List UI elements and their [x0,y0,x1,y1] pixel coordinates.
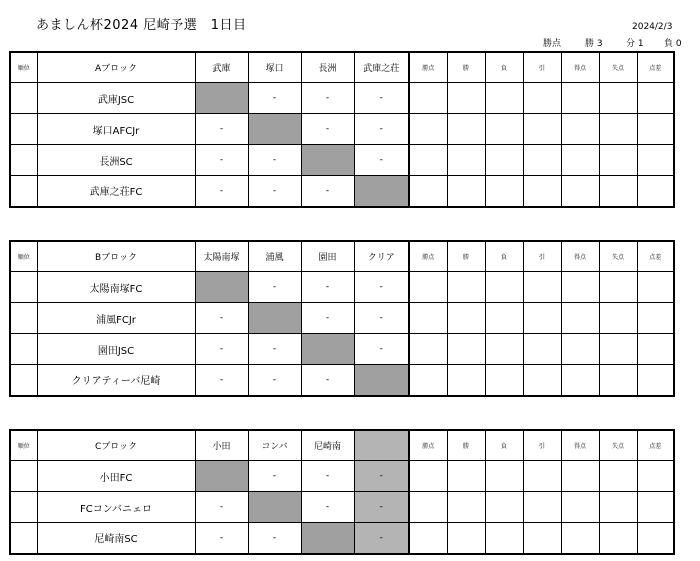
result-cell: - [195,145,248,176]
stat-cell [409,492,447,523]
table-row [10,303,674,334]
self-cell [248,114,301,145]
result-cell: - [301,83,354,114]
rank-cell [10,461,37,492]
rank-cell [10,365,37,396]
stat-cell [409,523,447,554]
stat-cell [485,461,523,492]
stat-cell [561,176,599,207]
result-cell: - [248,83,301,114]
stat-cell [561,334,599,365]
stat-cell [447,334,485,365]
stat-cell [599,83,637,114]
stat-cell [409,272,447,303]
block-a-table [9,51,675,208]
losses-header: 負 [485,430,523,461]
rank-cell [10,83,37,114]
legend-draw: 分 1 [626,39,644,49]
team-name: FCコンバニェロ [37,492,195,523]
result-cell: - [195,334,248,365]
stat-cell [599,523,637,554]
stat-cell [447,303,485,334]
stat-cell [485,145,523,176]
stat-cell [599,492,637,523]
result-cell: - [301,492,354,523]
stat-cell [409,176,447,207]
stat-cell [447,523,485,554]
stat-cell [561,365,599,396]
rank-header: 順位 [10,241,37,272]
draws-header: 引 [523,52,561,83]
stat-cell [485,492,523,523]
stat-cell [523,492,561,523]
stat-cell [485,523,523,554]
team-name: 武庫JSC [37,83,195,114]
result-cell: - [195,523,248,554]
stat-cell [561,145,599,176]
stat-cell [447,114,485,145]
unused-col-header [354,430,409,461]
stat-cell [523,303,561,334]
stat-cell [523,176,561,207]
result-cell: - [248,145,301,176]
result-cell: - [248,334,301,365]
stat-cell [637,523,674,554]
stat-cell [447,365,485,396]
stat-cell [523,334,561,365]
legend-loss: 負 0 [664,39,682,49]
col-header: クリア [354,241,409,272]
stat-cell [599,365,637,396]
col-header: 塚口 [248,52,301,83]
result-cell: - [195,176,248,207]
result-cell: - [301,176,354,207]
stat-cell [599,114,637,145]
result-cell: - [248,461,301,492]
stat-cell [599,176,637,207]
result-cell: - [301,114,354,145]
losses-header: 負 [485,52,523,83]
gd-header: 点差 [637,52,674,83]
ga-header: 失点 [599,241,637,272]
points-header: 勝点 [409,241,447,272]
stat-cell [599,303,637,334]
self-cell [248,303,301,334]
stat-cell [637,303,674,334]
result-cell: - [195,114,248,145]
stat-cell [485,83,523,114]
stat-cell [523,365,561,396]
self-cell [195,83,248,114]
stat-cell [447,492,485,523]
team-name: 小田FC [37,461,195,492]
team-name: 尼崎南SC [37,523,195,554]
stat-cell [523,114,561,145]
result-cell: - [354,114,409,145]
block-c-table [9,429,675,555]
self-cell [195,461,248,492]
gd-header: 点差 [637,430,674,461]
table-row [10,176,674,207]
table-row [10,461,674,492]
stat-cell [447,461,485,492]
team-name: 浦風FCJr [37,303,195,334]
rank-cell [10,272,37,303]
table-row [10,83,674,114]
self-cell [301,145,354,176]
self-cell [354,365,409,396]
rank-header: 順位 [10,52,37,83]
result-cell: - [301,272,354,303]
stat-cell [637,334,674,365]
table-row [10,334,674,365]
wins-header: 勝 [447,430,485,461]
result-cell: - [248,176,301,207]
rank-cell [10,114,37,145]
stat-cell [561,303,599,334]
stat-cell [599,461,637,492]
stat-cell [637,492,674,523]
stat-cell [599,145,637,176]
draws-header: 引 [523,430,561,461]
gf-header: 得点 [561,430,599,461]
self-cell [248,492,301,523]
stat-cell [637,272,674,303]
result-cell: - [195,365,248,396]
col-header: 太陽南塚 [195,241,248,272]
legend-win: 勝 3 [585,39,603,49]
stat-cell [637,176,674,207]
stat-cell [561,523,599,554]
points-header: 勝点 [409,52,447,83]
rank-cell [10,334,37,365]
stat-cell [637,365,674,396]
col-header: 尼崎南 [301,430,354,461]
block-name: Bブロック [37,241,195,272]
draws-header: 引 [523,241,561,272]
stat-cell [447,83,485,114]
self-cell [301,334,354,365]
stat-cell [561,114,599,145]
stat-cell [523,523,561,554]
team-name: 園田JSC [37,334,195,365]
unused-cell: - [354,461,409,492]
gd-header: 点差 [637,241,674,272]
table-row [10,145,674,176]
stat-cell [409,114,447,145]
col-header: 武庫之荘 [354,52,409,83]
team-name: 武庫之荘FC [37,176,195,207]
page-title: あましん杯2024 尼崎予選 1日目 [36,18,247,33]
table-row [10,272,674,303]
result-cell: - [354,272,409,303]
team-name: 塚口AFCJr [37,114,195,145]
rank-cell [10,523,37,554]
gf-header: 得点 [561,52,599,83]
result-cell: - [248,365,301,396]
self-cell [195,272,248,303]
stat-cell [409,83,447,114]
team-name: 長洲SC [37,145,195,176]
result-cell: - [354,145,409,176]
stat-cell [561,461,599,492]
self-cell [301,523,354,554]
result-cell: - [301,303,354,334]
date-label: 2024/2/3 [632,22,673,32]
stat-cell [561,83,599,114]
col-header: 小田 [195,430,248,461]
table-row [10,365,674,396]
unused-cell: - [354,523,409,554]
result-cell: - [354,334,409,365]
result-cell: - [195,492,248,523]
unused-cell: - [354,492,409,523]
result-cell: - [354,303,409,334]
stat-cell [447,176,485,207]
col-header: 長洲 [301,52,354,83]
block-name: Aブロック [37,52,195,83]
wins-header: 勝 [447,52,485,83]
rank-cell [10,176,37,207]
stat-cell [409,145,447,176]
result-cell: - [248,272,301,303]
stat-cell [599,334,637,365]
table-row [10,114,674,145]
stat-cell [523,461,561,492]
stat-cell [447,272,485,303]
stat-cell [409,461,447,492]
stat-cell [485,365,523,396]
stat-cell [485,303,523,334]
team-name: クリアティーバ尼崎 [37,365,195,396]
result-cell: - [354,83,409,114]
result-cell: - [301,461,354,492]
result-cell: - [248,523,301,554]
stat-cell [523,83,561,114]
table-row [10,523,674,554]
col-header: 園田 [301,241,354,272]
wins-header: 勝 [447,241,485,272]
stat-cell [447,145,485,176]
col-header: 武庫 [195,52,248,83]
gf-header: 得点 [561,241,599,272]
self-cell [354,176,409,207]
table-row [10,492,674,523]
stat-cell [561,272,599,303]
stat-cell [523,272,561,303]
rank-header: 順位 [10,430,37,461]
result-cell: - [195,303,248,334]
rank-cell [10,303,37,334]
stat-cell [485,272,523,303]
block-b-table [9,240,675,397]
stat-cell [523,145,561,176]
stat-cell [485,114,523,145]
rank-cell [10,492,37,523]
stat-cell [485,176,523,207]
rank-cell [10,145,37,176]
col-header: コンバ [248,430,301,461]
stat-cell [409,303,447,334]
stat-cell [637,461,674,492]
losses-header: 負 [485,241,523,272]
ga-header: 失点 [599,430,637,461]
team-name: 太陽南塚FC [37,272,195,303]
stat-cell [637,83,674,114]
stat-cell [485,334,523,365]
stat-cell [409,334,447,365]
stat-cell [599,272,637,303]
ga-header: 失点 [599,52,637,83]
stat-cell [561,492,599,523]
stat-cell [409,365,447,396]
stat-cell [637,145,674,176]
col-header: 浦風 [248,241,301,272]
legend-win-points: 勝点 [543,39,562,49]
points-header: 勝点 [409,430,447,461]
result-cell: - [301,365,354,396]
block-name: Cブロック [37,430,195,461]
stat-cell [637,114,674,145]
